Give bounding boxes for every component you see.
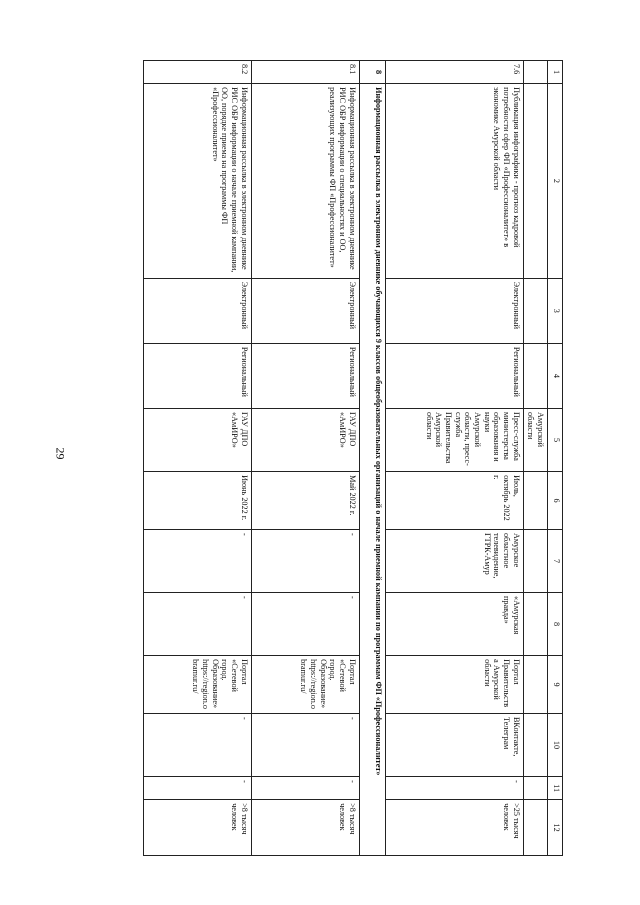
column-number: 11 [548,777,563,800]
table-cell-col-11 [523,777,547,800]
table-row [385,61,523,856]
table-cell-col-9: Портал «Сетевой город. Образование» https://region.obramur.ru/ [251,656,359,714]
table-cell-col-1: 7.6 [385,61,523,84]
column-number: 6 [548,472,563,530]
table-cell-col-2: Информационная рассылка в электронном дневнике РИС ОБР информации о начале приемной кампании, ОО, порядке приема на программы ФП «Профессионалитет» [143,84,251,279]
column-number: 2 [548,84,563,279]
table-cell-col-11: - [385,777,523,800]
table-cell-col-5: Пресс-служба министерства образования и науки Амурской области, пресс-служба Правительства Амурской области [385,409,523,472]
table-cell-col-1: 8.1 [251,61,359,84]
table-cell-col-7: Амурское областное телевидение, ГТРК-Амур [385,529,523,592]
section-title: Информационная рассылка в электронном дневнике обучающихся 9 классов общеобразовательных организаций о начале приемной кампании по программам ФП «Профессионалитет» [359,84,385,856]
table-cell-col-4: Региональный [385,343,523,408]
table-body [143,61,562,856]
table-cell-col-1: 8.2 [143,61,251,84]
table-cell-col-5: ГАУ ДПО «АмИРО» [251,409,359,472]
table-cell-col-12: >8 тысяч человек [251,800,359,856]
table-cell-col-7: - [251,529,359,592]
column-number: 4 [548,343,563,408]
table-cell-col-6: Июль, октябрь 2022 г. [385,472,523,530]
table-cell-col-8 [523,593,547,656]
rotated-page [60,60,563,856]
column-number: 9 [548,656,563,714]
table-cell-col-8: - [143,593,251,656]
column-number: 7 [548,529,563,592]
table-cell-col-8: «Амурская правда» [385,593,523,656]
table-cell-col-11: - [251,777,359,800]
section-number: 8 [359,61,385,84]
table-cell-col-12: >8 тысяч человек [143,800,251,856]
table-row [143,61,251,856]
column-number: 10 [548,713,563,776]
table-cell-col-12 [523,800,547,856]
column-number: 1 [548,61,563,84]
column-number: 12 [548,800,563,856]
table-cell-col-9 [523,656,547,714]
events-table [143,60,563,856]
column-number-row [548,61,563,856]
table-cell-col-10: - [143,713,251,776]
table-cell-col-9: Портал «Сетевой город. Образование» https://region.obramur.ru/ [143,656,251,714]
table-cell-col-10: - [251,713,359,776]
section-row [359,61,385,856]
table-cell-col-3: Электронный [251,278,359,343]
table-cell-col-2 [523,84,547,279]
table-cell-col-3: Электронный [143,278,251,343]
table-cell-col-5: ГАУ ДПО «АмИРО» [143,409,251,472]
table-cell-col-6 [523,472,547,530]
table-cell-col-6: Май 2022 г. [251,472,359,530]
table-cell-col-10 [523,713,547,776]
table-row [523,61,547,856]
column-number: 3 [548,278,563,343]
table-cell-col-1 [523,61,547,84]
table-cell-col-2: Информационная рассылка в электронном дневнике РИС ОБР информации о специальностях и ОО, реализующих программы ФП «Профессионалитет» [251,84,359,279]
table-cell-col-7: - [143,529,251,592]
table-cell-col-4: Региональный [251,343,359,408]
table-cell-col-2: Публикация инфографики - прогноз кадровой потребности сфер ФП «Профессионалитет» в экономике Амурской области [385,84,523,279]
table-cell-col-9: Портал Правительства Амурской области [385,656,523,714]
table-cell-col-4 [523,343,547,408]
column-number: 8 [548,593,563,656]
table-row [251,61,359,856]
table-cell-col-11: - [143,777,251,800]
table-cell-col-10: ВКонтакте, Телеграм [385,713,523,776]
page-number: 29 [53,447,68,460]
table-cell-col-8: - [251,593,359,656]
table-cell-col-12: >25 тысяч человек [385,800,523,856]
table-cell-col-7 [523,529,547,592]
table-cell-col-6: Июнь 2022 г. [143,472,251,530]
table-cell-col-3: Электронный [385,278,523,343]
column-number: 5 [548,409,563,472]
table-cell-col-5: Амурской области [523,409,547,472]
table-cell-col-3 [523,278,547,343]
table-cell-col-4: Региональный [143,343,251,408]
